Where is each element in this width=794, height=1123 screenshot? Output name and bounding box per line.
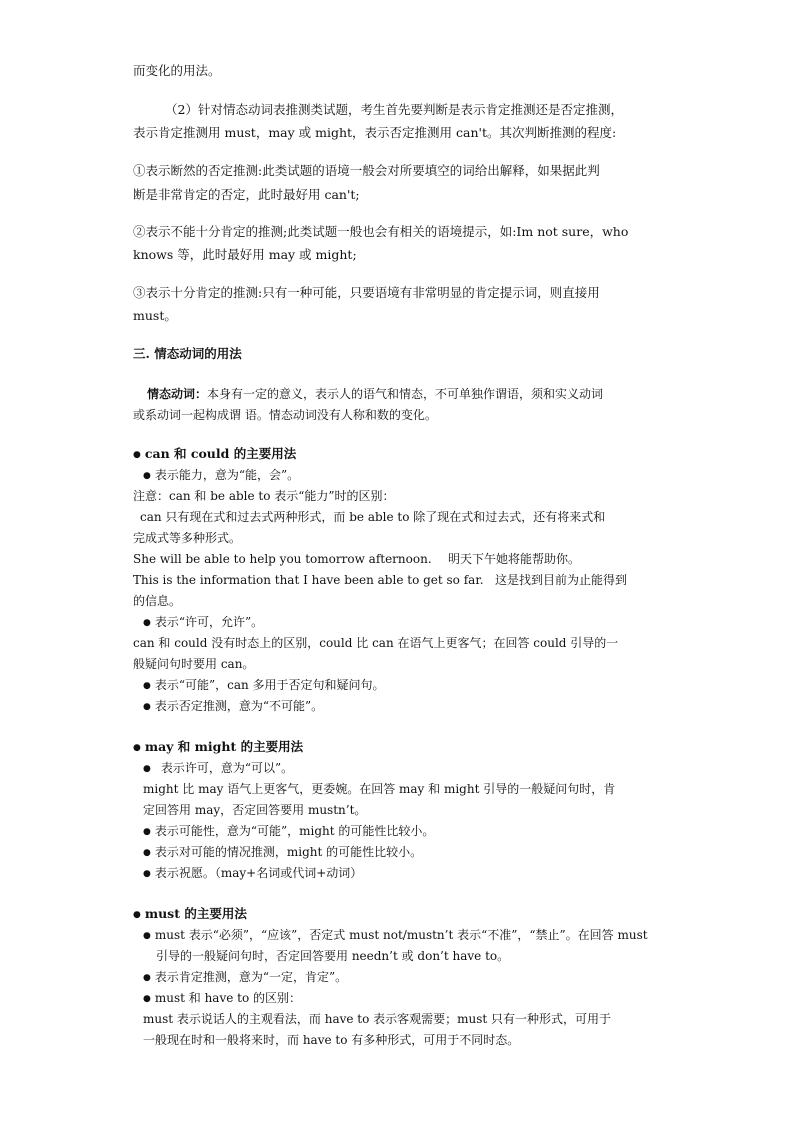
may-bullet-1-text: 表示许可，意为“可以”。 [160, 761, 294, 775]
may-text-1: might 比 may 语气上更客气，更委婉。在回答 may 和 might 引导的一般疑问句时，肯 [143, 782, 616, 796]
point-2-line-1: ②表示不能十分肯定的推测;此类试题一般也会有相关的语境提示，如:Im not sure，who [133, 224, 629, 239]
must-bullet-1: ● must 表示“必须”，“应该”，否定式 must not/mustn’t 表示“不准”，“禁止”。在回答 must [143, 926, 648, 945]
point-1-line-2: 断是非常肯定的否定，此时最好用 can't; [133, 187, 360, 202]
modal-definition-line-2: 或系动词一起构成谓 语。情态动词没有人称和数的变化。 [133, 408, 437, 422]
can-bullet-3: ● 表示“可能”，can 多用于否定句和疑问句。 [143, 676, 385, 695]
can-note: 注意：can 和 be able to 表示“能力”时的区别： [133, 489, 395, 503]
example-2-english: This is the information that I have been able to get so far. [133, 573, 484, 587]
section-3-heading: 三. 情态动词的用法 [133, 346, 242, 361]
can-note-line-3: 完成式等多种形式。 [133, 531, 242, 545]
intro-line-2: （2）针对情态动词表推测类试题，考生首先要判断是表示肯定推测还是否定推测， [165, 102, 623, 117]
point-2-line-2: knows 等，此时最好用 may 或 might; [133, 247, 357, 262]
must-bullet-3: ● must 和 have to 的区别： [143, 989, 301, 1008]
can-bullet-4: ● 表示否定推测，意为“不可能”。 [143, 697, 323, 716]
can-bullet-2: ● 表示“许可，允许”。 [143, 613, 263, 632]
can-section-heading: ● can 和 could 的主要用法 [133, 445, 296, 464]
can-note-line-2: can 只有现在式和过去式两种形式，而 be able to 除了现在式和过去式，还有将来式和 [140, 510, 606, 524]
can-bullet-1: ● 表示能力，意为“能，会”。 [143, 466, 299, 485]
modal-definition [147, 385, 603, 403]
can-bullet-2-text: can 和 could 没有时态上的区别，could 比 can 在语气上更客气；在回答 could 引导的一 [133, 636, 619, 650]
intro-line-1: 而变化的用法。 [133, 63, 221, 78]
intro-line-3: 表示肯定推测用 must，may 或 might，表示否定推测用 can't。其次判断推测的程度: [133, 125, 617, 140]
example-2-chinese: 这是找到目前为止能得到 [495, 573, 628, 587]
can-bullet-2-text-2: 般疑问句时要用 can。 [133, 657, 255, 671]
may-bullet-4: ● 表示祝愿。（may+名词或代词+动词） [143, 864, 362, 883]
point-3-line-2: must。 [133, 308, 177, 323]
must-text-2: 一般现在时和一般将来时，而 have to 有多种形式，可用于不同时态。 [143, 1033, 520, 1047]
may-text-2: 定回答用 may，否定回答要用 mustn’t。 [143, 803, 367, 817]
must-bullet-2: ● 表示肯定推测，意为“一定，肯定”。 [143, 968, 347, 987]
example-1-english: She will be able to help you tomorrow afternoon. [133, 552, 432, 566]
definition-term: 情态动词： [147, 387, 208, 401]
may-bullet-1 [143, 759, 293, 778]
point-3-line-1: ③表示十分肯定的推测:只有一种可能，只要语境有非常明显的肯定提示词，则直接用 [133, 285, 600, 300]
example-1-chinese: 明天下午她将能帮助你。 [448, 552, 581, 566]
may-bullet-3: ● 表示对可能的情况推测，might 的可能性比较小。 [143, 843, 422, 862]
may-section-heading: ● may 和 might 的主要用法 [133, 738, 303, 757]
must-bullet-1-cont: 引导的一般疑问句时，否定回答要用 needn’t 或 don’t have to。 [156, 949, 510, 963]
must-text-1: must 表示说话人的主观看法，而 have to 表示客观需要；must 只有一种形式，可用于 [143, 1012, 612, 1026]
definition-text: 本身有一定的意义，表示人的语气和情态，不可单独作谓语，须和实义动词 [207, 387, 604, 401]
may-bullet-2: ● 表示可能性，意为“可能”，might 的可能性比较小。 [143, 822, 434, 841]
point-1-line-1: ①表示断然的否定推测:此类试题的语境一般会对所要填空的词给出解释，如果据此判 [133, 163, 600, 178]
must-section-heading: ● must 的主要用法 [133, 905, 247, 924]
example-2-chinese-cont: 的信息。 [133, 594, 182, 608]
